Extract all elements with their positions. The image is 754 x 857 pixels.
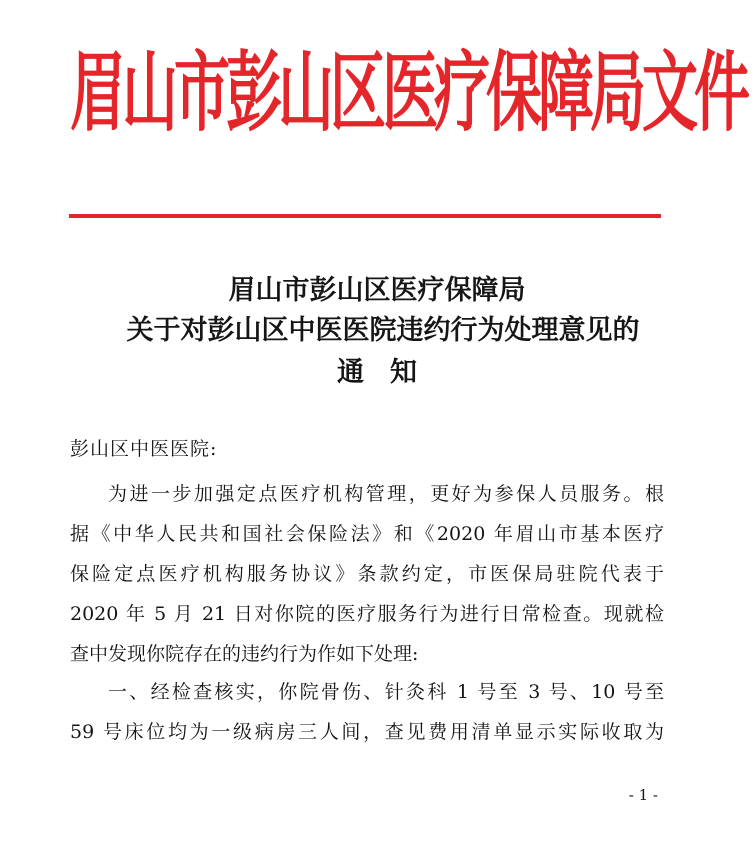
paragraph-1 bbox=[70, 474, 664, 674]
paragraph-2-line-2: 59 号床位均为一级病房三人间，查见费用清单显示实际收取为 bbox=[70, 721, 664, 743]
page-number: - 1 - bbox=[628, 786, 658, 804]
paragraph-2 bbox=[70, 672, 664, 752]
paragraph-1-line-1: 为进一步加强定点医疗机构管理，更好为参保人员服务。根 bbox=[108, 483, 664, 505]
paragraph-1-line-2: 据《中华人民共和国社会保险法》和《2020 年眉山市基本医疗 bbox=[70, 523, 664, 545]
red-separator-rule bbox=[69, 214, 661, 218]
paragraph-1-line-4: 2020 年 5 月 21 日对你院的医疗服务行为进行日常检查。现就检 bbox=[70, 603, 664, 625]
paragraph-1-line-5: 查中发现你院存在的违约行为作如下处理: bbox=[70, 643, 419, 665]
paragraph-2-line-1: 一、经检查核实，你院骨伤、针灸科 1 号至 3 号、10 号至 bbox=[108, 681, 664, 703]
title-line-3: 通知 bbox=[337, 357, 443, 388]
paragraph-1-line-3: 保险定点医疗机构服务协议》条款约定，市医保局驻院代表于 bbox=[70, 563, 664, 585]
document-masthead: 眉山市彭山区医疗保障局文件 bbox=[70, 41, 746, 145]
title-line-1: 眉山市彭山区医疗保障局 bbox=[228, 275, 526, 306]
title-line-2: 关于对彭山区中医医院违约行为处理意见的 bbox=[126, 315, 640, 346]
salutation: 彭山区中医医院: bbox=[70, 438, 218, 460]
